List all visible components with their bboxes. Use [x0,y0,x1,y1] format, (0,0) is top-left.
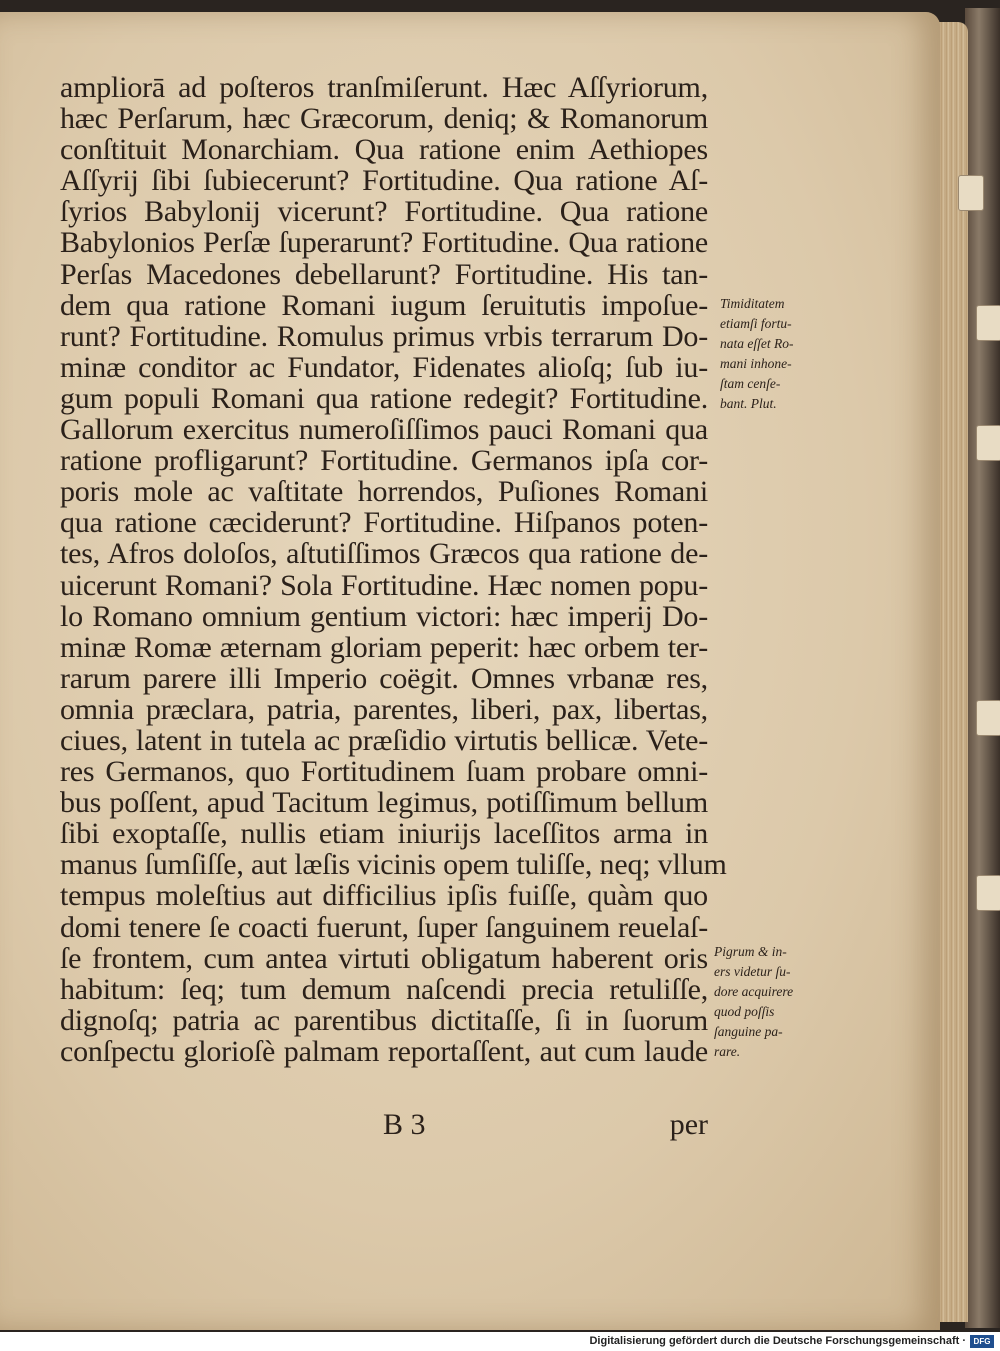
bookmark-tab [958,175,984,211]
funding-credit: Digitalisierung gefördert durch die Deutsche Forschungsgemeinschaft · [589,1335,966,1347]
bookmark-tab [976,425,1000,461]
text-line: dem qua ratione Romani iugum ſeruitutis impoſue- [60,288,708,322]
margin-note-line: etiamſi fortu- [720,316,792,331]
margin-note-line: bant. Plut. [720,396,777,411]
bookmark-tab [976,875,1000,911]
text-line: rarum parere illi Imperio coëgit. Omnes vrbanæ res, [60,661,708,695]
margin-note-line: Timiditatem [720,296,785,311]
text-line: hæc Perſarum, hæc Græcorum, deniq; & Romanorum [60,102,708,136]
bookmark-tab [976,700,1000,736]
text-line: ſyrios Babylonij vicerunt? Fortitudine. Qua ratione [60,195,708,229]
text-line: tes, Afros doloſos, aſtutiſſimos Græcos qua ratione de- [60,537,708,571]
text-line: Aſſyrij ſibi ſubiecerunt? Fortitudine. Qua ratione Aſ- [60,164,708,198]
margin-note-line: quod poſſis [714,1004,775,1019]
text-line: uicerunt Romani? Sola Fortitudine. Hæc nomen popu- [60,568,708,602]
text-line: minæ conditor ac Fundator, Fidenates alioſq; ſub iu- [60,350,708,384]
text-line: omnia præclara, patria, parentes, liberi, pax, libertas, [60,692,708,726]
signature-mark: B 3 [383,1108,426,1141]
text-line: minæ Romæ æternam gloriam peperit: hæc orbem ter- [60,630,708,664]
text-line: poris mole ac vaſtitate horrendos, Puſiones Romani [60,475,708,509]
margin-note-line: ſanguine pa- [714,1024,783,1039]
text-line: runt? Fortitudine. Romulus primus vrbis terrarum Do- [60,319,708,353]
margin-note-line: dore acquirere [714,984,794,999]
margin-note-line: mani inhone- [720,356,792,371]
margin-note-line: ers videtur ſu- [714,964,791,979]
text-line: tempus moleſtius aut difficilius ipſis fuiſſe, quàm quo [60,879,708,913]
text-line: domi tenere ſe coacti fuerunt, ſuper ſanguinem reuelaſ- [60,910,708,944]
text-line: dignoſq; patria ac parentibus dictitaſſe, ſi in ſuorum [60,1003,708,1037]
text-line: ſibi exoptaſſe, nullis etiam iniurijs laceſſitos arma in [60,817,708,851]
text-line: res Germanos, quo Fortitudinem ſuam probare omni- [60,755,708,789]
text-line: bus poſſent, apud Tacitum legimus, potiſſimum bellum [60,786,708,820]
margin-note-line: Pigrum & in- [714,944,787,959]
text-line: ciues, latent in tutela ac præſidio virtutis bellicæ. Vete- [60,723,708,757]
text-line: ſe frontem, cum antea virtuti obligatum haberent oris [60,941,708,975]
text-line: habitum: ſeq; tum demum naſcendi precia retuliſſe, [60,972,708,1006]
margin-note-line: rare. [714,1044,741,1059]
text-line: conſtituit Monarchiam. Qua ratione enim Aethiopes [60,133,708,167]
text-line: gum populi Romani qua ratione redegit? Fortitudine. [60,381,708,415]
margin-note-line: ſtam cenſe- [720,376,781,391]
text-line: manus ſumſiſſe, aut læſis vicinis opem tuliſſe, neq; vllum [60,848,727,882]
bookmark-tab [976,305,1000,341]
dfg-logo-icon: DFG [970,1335,994,1348]
margin-note-line: nata eſſet Ro- [720,336,794,351]
margin-note-timiditatem [720,294,793,414]
text-line: Perſas Macedones debellarunt? Fortitudine. His tan- [60,257,708,291]
catchword: per [669,1108,708,1141]
margin-note-pigrum [714,942,793,1062]
text-line: lo Romano omnium gentium victori: hæc imperij Do- [60,599,708,633]
text-line: qua ratione cæciderunt? Fortitudine. Hiſpanos poten- [60,506,708,540]
page-footer [60,1108,708,1148]
text-line: conſpectu glorioſè palmam reportaſſent, aut cum laude [60,1034,708,1068]
text-line: ampliorā ad poſteros tranſmiſerunt. Hæc Aſſyriorum, [60,71,708,104]
text-line: Babylonios Perſæ ſuperarunt? Fortitudine. Qua ratione [60,226,708,260]
main-text-block [60,71,727,1068]
text-line: ratione profligarunt? Fortitudine. Germanos ipſa cor- [60,444,708,478]
text-line: Gallorum exercitus numeroſiſſimos pauci Romani qua [60,413,708,447]
